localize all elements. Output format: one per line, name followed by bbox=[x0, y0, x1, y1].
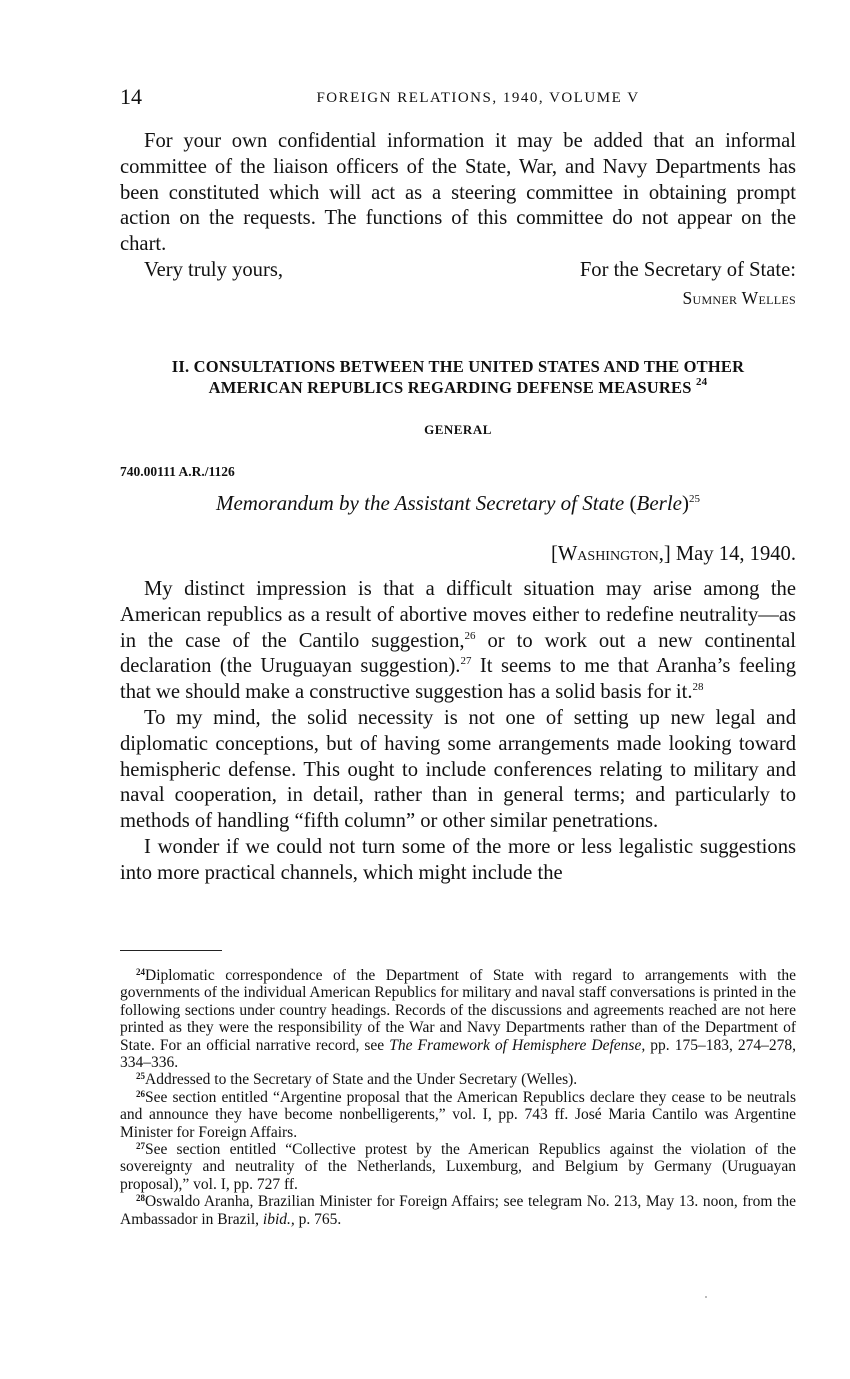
signature: Sumner Welles bbox=[682, 288, 796, 308]
footnote-26-text: See section entitled “Argentine proposal that the American Republics declare they cease to be neutrals and announce they have become nonbelligerents,” vol. I, pp. 743 ff. José Maria Cantilo was Argentine Minister for Foreign Affairs. bbox=[120, 1088, 796, 1141]
footnote-25 bbox=[120, 1071, 796, 1088]
file-number: 740.00111 A.R./1126 bbox=[120, 464, 235, 479]
page-header bbox=[120, 84, 796, 114]
footnote-ref-28: 28 bbox=[692, 681, 704, 694]
running-title: FOREIGN RELATIONS, 1940, VOLUME V bbox=[316, 90, 640, 106]
memo-paragraph-1 bbox=[120, 577, 796, 706]
footnote-24-tail: pp. 175–183, 274–278, 334–336. bbox=[120, 1036, 797, 1072]
letter-paragraph: For your own confidential information it may be added that an informal committee of the liaison officers of the State, War, and Navy Departments has been constituted which will act as a steering committee in obtaining prompt action on the requests. The functions of this committee do not appear on the chart. bbox=[120, 130, 796, 256]
memo-p1-part-c: It seems to me that Aranha’s feeling that we should make a constructive suggestion has a solid basis for it. bbox=[120, 655, 796, 704]
section-subtitle: GENERAL bbox=[424, 422, 492, 437]
for-secretary-line: For the Secretary of State: bbox=[579, 259, 796, 281]
footnote-28-text: Oswaldo Aranha, Brazilian Minister for Foreign Affairs; see telegram No. 213, May 13. noon, from the Ambassador in Brazil, bbox=[120, 1193, 796, 1228]
footnote-28 bbox=[120, 1193, 796, 1228]
complimentary-close: Very truly yours, bbox=[144, 259, 283, 281]
dateline bbox=[551, 543, 796, 566]
document-title-text: Memorandum by the Assistant Secretary of State bbox=[215, 491, 625, 515]
footnote-25-mark: 25 bbox=[136, 1071, 145, 1082]
dateline-place: [Washington,] bbox=[551, 543, 671, 565]
footnote-24-text: Diplomatic correspondence of the Department of State with regard to arrangements with the governments of the individual American Republics for military and naval staff conversations is printed in the following sections under country headings. Records of the discussions and agreements reached are not here printed as they were the responsibility of the War and Navy Departments rather than of the Department of State. For an official narrative record, see bbox=[120, 967, 796, 1054]
footnote-27-mark: 27 bbox=[136, 1141, 145, 1152]
footnote-ref-26: 26 bbox=[464, 629, 476, 642]
memo-paragraph-2: To my mind, the solid necessity is not one of setting up new legal and diplomatic conceptions, but of having some arrangements made looking toward hemispheric defense. This ought to include conferences relating to military and naval cooperation, in detail, rather than in general terms; and particularly to methods of handling “fifth column” or other similar penetrations. bbox=[120, 706, 796, 833]
memo-p1-part-b: or to work out a new continental declaration (the Uruguayan suggestion). bbox=[120, 629, 796, 678]
title-open-paren: ( bbox=[629, 491, 637, 515]
letter-paragraph-block bbox=[120, 129, 796, 258]
footnote-ref-25: 25 bbox=[689, 493, 700, 505]
footnote-27-text: See section entitled “Collective protest by the American Republics against the violation of the sovereignty and neutrality of the Netherlands, Luxemburg, and Belgium by Germany (Uruguayan proposal),” vol. I, pp. 727 ff. bbox=[120, 1141, 796, 1193]
page-number: 14 bbox=[120, 84, 142, 109]
footnote-26-mark: 26 bbox=[136, 1088, 145, 1099]
scan-speck bbox=[705, 1296, 707, 1298]
memo-p1-part-a: My distinct impression is that a difficult situation may arise among the American republics as a result of abortive moves either to redefine neutrality—as in the case of the Cantilo suggestion, bbox=[120, 578, 796, 652]
section-title-line-2 bbox=[120, 377, 796, 398]
footnote-24 bbox=[120, 967, 796, 1071]
footnote-25-text: Addressed to the Secretary of State and the Under Secretary (Welles). bbox=[145, 1071, 578, 1089]
footnote-27 bbox=[120, 1141, 796, 1193]
document-title bbox=[120, 491, 796, 516]
section-title-line-2-text: AMERICAN REPUBLICS REGARDING DEFENSE MEASURES bbox=[208, 378, 692, 397]
title-close-paren: ) bbox=[682, 491, 689, 515]
footnote-ref-27: 27 bbox=[460, 655, 472, 668]
footnote-28-italic: ibid., bbox=[262, 1210, 295, 1228]
memo-paragraph-3: I wonder if we could not turn some of the more or less legalistic suggestions into more practical channels, which might include the bbox=[120, 835, 796, 884]
footnote-26 bbox=[120, 1089, 796, 1141]
document-title-person: Berle bbox=[636, 491, 682, 515]
footnote-28-tail: p. 765. bbox=[294, 1210, 342, 1228]
dateline-date: May 14, 1940. bbox=[675, 543, 796, 565]
section-title bbox=[120, 356, 796, 398]
footnote-ref-24: 24 bbox=[695, 376, 708, 388]
memo-body bbox=[120, 577, 796, 887]
footnote-24-mark: 24 bbox=[136, 967, 145, 977]
section-title-line-1: II. CONSULTATIONS BETWEEN THE UNITED STATES AND THE OTHER bbox=[171, 357, 745, 376]
footnote-28-mark: 28 bbox=[136, 1193, 145, 1204]
footnote-rule bbox=[120, 950, 222, 951]
footnote-24-italic: The Framework of Hemisphere Defense, bbox=[389, 1036, 646, 1054]
footnotes bbox=[120, 967, 796, 1228]
